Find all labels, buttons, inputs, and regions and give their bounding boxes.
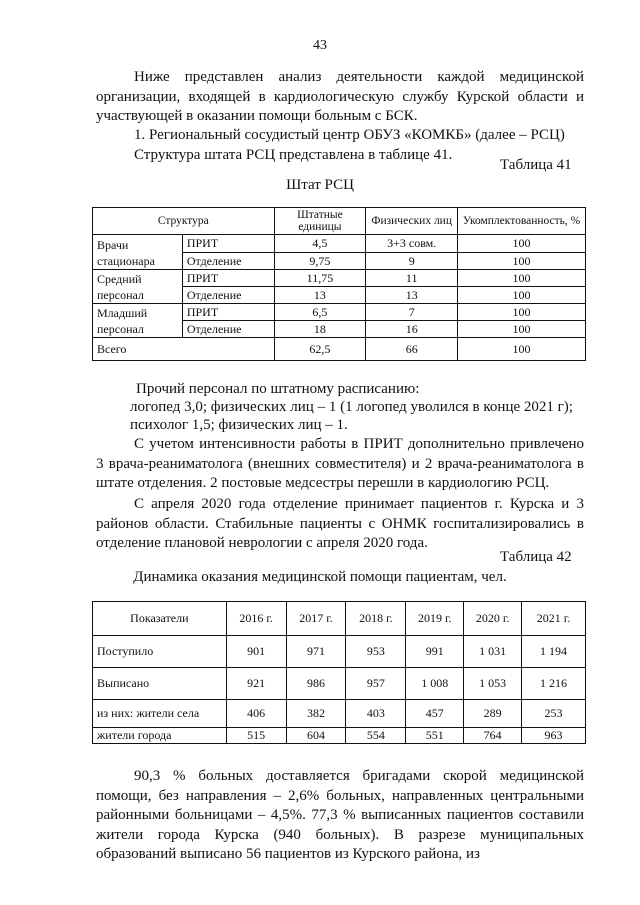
row-persons: 16 — [366, 321, 458, 338]
final-paragraph: 90,3 % больных доставляется бригадами скорой медицинской помощи, без направления – 2,6% больных, направленных центральными районными больницами – 4,5%. 77,3 % выписанных пациентов составили жители города Курска (940 больных). В разрезе муниципальных образований выписано 56 пациентов из Курского района, из — [96, 768, 584, 862]
cell: 963 — [522, 728, 586, 744]
cell: 403 — [346, 700, 406, 728]
row-persons: 3+3 совм. — [366, 235, 458, 253]
cell: 921 — [226, 668, 286, 700]
page-number: 43 — [313, 38, 327, 53]
cell: 382 — [286, 700, 346, 728]
row-units: 13 — [274, 287, 366, 304]
table42-title: Динамика оказания медицинской помощи пациентам, чел. — [133, 569, 507, 585]
cell: 406 — [226, 700, 286, 728]
cell: 1 216 — [522, 668, 586, 700]
row-pct: 100 — [458, 270, 586, 287]
row-pct: 100 — [458, 304, 586, 321]
row-sub: Отделение — [182, 287, 274, 304]
row-pct: 100 — [458, 252, 586, 270]
table-row — [93, 304, 586, 321]
header-staff-units: Штатные единицы — [274, 208, 366, 235]
row-label: из них: жители села — [93, 700, 227, 728]
table41-title: Штат РСЦ — [286, 177, 354, 193]
cell: 1 053 — [464, 668, 522, 700]
intro-paragraph: Ниже представлен анализ деятельности каждой медицинской организации, входящей в кардиологическую службу Курской области и участвующей в оказании помощи больным с БСК. — [96, 69, 584, 124]
table42-label: Таблица 42 — [500, 549, 572, 565]
row-units: 18 — [274, 321, 366, 338]
cell: 554 — [346, 728, 406, 744]
table-row — [93, 636, 586, 668]
row-persons: 13 — [366, 287, 458, 304]
col-header: 2017 г. — [286, 602, 346, 636]
table-header-row — [93, 208, 586, 235]
col-header: 2021 г. — [522, 602, 586, 636]
total-pct: 100 — [458, 338, 586, 361]
staff-table — [92, 207, 586, 361]
cell: 986 — [286, 668, 346, 700]
april-paragraph: С апреля 2020 года отделение принимает пациентов г. Курска и 3 районов области. Стабильные пациенты с ОНМК госпитализировались в отделение плановой неврологии с апреля 2020 года. — [96, 496, 584, 551]
row-label: жители города — [93, 728, 227, 744]
cell: 971 — [286, 636, 346, 668]
table-row — [93, 728, 586, 744]
header-staffing: Укомплектованность, % — [458, 208, 586, 235]
cell: 764 — [464, 728, 522, 744]
col-header: Показатели — [93, 602, 227, 636]
section-heading: 1. Региональный сосудистый центр ОБУЗ «КОМКБ» (далее – РСЦ) — [134, 127, 565, 143]
total-units: 62,5 — [274, 338, 366, 361]
col-header: 2016 г. — [226, 602, 286, 636]
row-sub: ПРИТ — [182, 270, 274, 287]
row-sub: Отделение — [182, 321, 274, 338]
total-persons: 66 — [366, 338, 458, 361]
table-total-row — [93, 338, 586, 361]
table-row — [93, 235, 586, 253]
row-label: Поступило — [93, 636, 227, 668]
row-pct: 100 — [458, 235, 586, 253]
dynamics-table — [92, 601, 586, 744]
group-name: Средний персонал — [93, 270, 183, 304]
row-label: Выписано — [93, 668, 227, 700]
cell: 515 — [226, 728, 286, 744]
header-physical: Физических лиц — [366, 208, 458, 235]
cell: 289 — [464, 700, 522, 728]
structure-intro: Структура штата РСЦ представлена в таблице 41. — [134, 147, 453, 163]
col-header: 2019 г. — [406, 602, 464, 636]
row-units: 11,75 — [274, 270, 366, 287]
header-structure: Структура — [93, 208, 275, 235]
cell: 1 031 — [464, 636, 522, 668]
row-persons: 7 — [366, 304, 458, 321]
table-row — [93, 270, 586, 287]
other-staff-line2: психолог 1,5; физических лиц – 1. — [130, 417, 348, 433]
row-persons: 9 — [366, 252, 458, 270]
row-sub: ПРИТ — [182, 235, 274, 253]
row-persons: 11 — [366, 270, 458, 287]
intensity-paragraph: С учетом интенсивности работы в ПРИТ дополнительно привлечено 3 врача-реаниматолога (внешних совместителя) и 2 врача-реаниматолога в штате отделения. 2 постовые медсестры перешли в кардиологию РСЦ. — [96, 436, 584, 491]
other-staff-heading: Прочий персонал по штатному расписанию: — [136, 381, 420, 397]
col-header: 2020 г. — [464, 602, 522, 636]
col-header: 2018 г. — [346, 602, 406, 636]
cell: 953 — [346, 636, 406, 668]
cell: 991 — [406, 636, 464, 668]
table-row — [93, 668, 586, 700]
table-row — [93, 700, 586, 728]
row-sub: Отделение — [182, 252, 274, 270]
cell: 1 008 — [406, 668, 464, 700]
cell: 901 — [226, 636, 286, 668]
cell: 957 — [346, 668, 406, 700]
table-header-row — [93, 602, 586, 636]
cell: 253 — [522, 700, 586, 728]
total-label: Всего — [93, 338, 275, 361]
group-name: Младший персонал — [93, 304, 183, 338]
row-pct: 100 — [458, 321, 586, 338]
group-name: Врачи стационара — [93, 235, 183, 270]
table41-label: Таблица 41 — [500, 157, 572, 173]
cell: 1 194 — [522, 636, 586, 668]
cell: 457 — [406, 700, 464, 728]
row-pct: 100 — [458, 287, 586, 304]
row-units: 4,5 — [274, 235, 366, 253]
row-units: 6,5 — [274, 304, 366, 321]
cell: 604 — [286, 728, 346, 744]
cell: 551 — [406, 728, 464, 744]
row-units: 9,75 — [274, 252, 366, 270]
row-sub: ПРИТ — [182, 304, 274, 321]
other-staff-line1: логопед 3,0; физических лиц – 1 (1 логопед уволился в конце 2021 г); — [130, 399, 573, 415]
